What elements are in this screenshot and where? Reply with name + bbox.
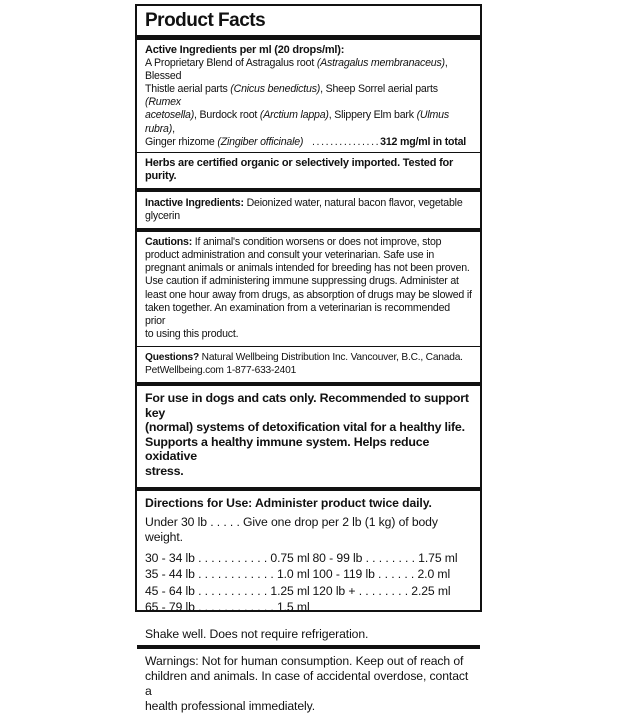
questions-section: Questions? Natural Wellbeing Distribution Inc. Vancouver, B.C., Canada. PetWellbeing.com 1-877-633-2401 [145, 351, 463, 376]
product-facts-panel [135, 4, 482, 714]
ingredient-line: A Proprietary Blend of Astragalus root (Astragalus membranaceus), Blessed [145, 57, 448, 83]
directions-heading: Directions for Use: Administer product twice daily. [145, 495, 432, 510]
phone-number: 1-877-633-2401 [223, 364, 297, 376]
active-ingredients-section [145, 40, 472, 152]
dose-row: 80 - 99 lb . . . . . . . . 1.75 ml [312, 551, 458, 566]
directions-section [145, 491, 472, 646]
inactive-ingredients-section: Inactive Ingredients: Deionized water, natural bacon flavor, vegetable glycerin [145, 196, 463, 223]
active-ingredients-heading: Active Ingredients per ml (20 drops/ml): [145, 44, 345, 56]
dose-row: 30 - 34 lb . . . . . . . . . . . 0.75 ml [145, 551, 310, 566]
dose-under-30: Under 30 lb . . . . . Give one drop per 2 lb (1 kg) of body weight. [145, 515, 438, 545]
cautions-section: Cautions: If animal's condition worsens or does not improve, stop product administration and consult your veterinarian. Safe use in pregnant animals or animals intended for breeding has not been proven. Use caution if administering immune suppressing drugs. Administer at least one hour away from drugs, as absorption of drugs may be slowed if taken together. An examination from a veterinarian is recommended prior to using this product. [145, 236, 472, 340]
dosage-table [145, 551, 472, 617]
dose-row: 100 - 119 lb . . . . . . 2.0 ml [312, 567, 451, 582]
ingredient-line: Ginger rhizome (Zingiber officinale) ...............312 mg/ml in total [145, 135, 467, 148]
ingredient-line: Thistle aerial parts (Cnicus benedictus), Sheep Sorrel aerial parts (Rumex [145, 83, 438, 109]
dose-row: 65 - 79 lb . . . . . . . . . . . . 1.5 ml [145, 600, 310, 615]
dose-row: 35 - 44 lb . . . . . . . . . . . . 1.0 ml [145, 567, 310, 582]
website-link[interactable]: PetWellbeing.com [145, 364, 224, 376]
ingredient-line: acetosella), Burdock root (Arctium lappa), Slippery Elm bark (Ulmus rubra), [145, 109, 449, 135]
panel-title: Product Facts [137, 6, 480, 40]
certified-note: Herbs are certified organic or selectively imported. Tested for purity. [145, 156, 454, 182]
dose-row: 120 lb + . . . . . . . . 2.25 ml [312, 583, 451, 598]
dose-row: 45 - 64 lb . . . . . . . . . . . 1.25 ml [145, 583, 310, 598]
warnings-section: Warnings: Not for human consumption. Keep out of reach of children and animals. In case of accidental overdose, contact a health professional immediately. [145, 654, 469, 714]
blend-amount: 312 mg/ml in total [380, 135, 467, 148]
usage-statement: For use in dogs and cats only. Recommended to support key (normal) systems of detoxification vital for a healthy life. Supports a healthy immune system. Helps reduce oxidative stress. [145, 391, 469, 479]
shake-note: Shake well. Does not require refrigeration. [145, 626, 369, 641]
